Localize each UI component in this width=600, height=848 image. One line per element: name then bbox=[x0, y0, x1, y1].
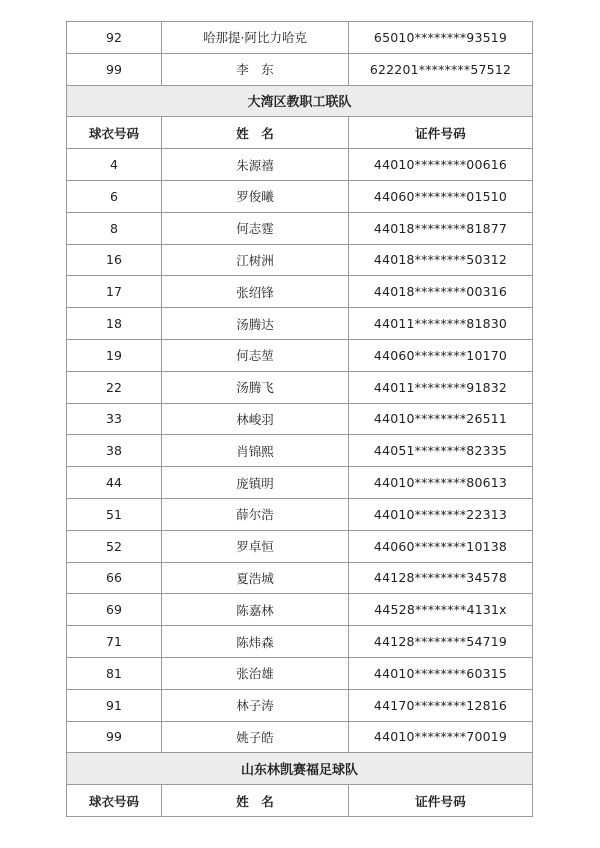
jersey-number-cell: 99 bbox=[67, 54, 162, 86]
table-row bbox=[67, 245, 533, 277]
header-player-name: 姓 名 bbox=[162, 785, 349, 817]
player-name-cell: 夏浩城 bbox=[162, 563, 349, 595]
id-number-cell: 44128********54719 bbox=[349, 626, 533, 658]
header-id-number: 证件号码 bbox=[349, 117, 533, 149]
id-number-cell: 622201********57512 bbox=[349, 54, 533, 86]
id-number-cell: 44018********00316 bbox=[349, 276, 533, 308]
jersey-number-cell: 33 bbox=[67, 404, 162, 436]
id-number-cell: 44528********4131x bbox=[349, 594, 533, 626]
team-title-row bbox=[67, 753, 533, 785]
player-name-cell: 何志堃 bbox=[162, 340, 349, 372]
jersey-number-cell: 38 bbox=[67, 435, 162, 467]
jersey-number-cell: 71 bbox=[67, 626, 162, 658]
table-row bbox=[67, 340, 533, 372]
player-name-cell: 陈炜森 bbox=[162, 626, 349, 658]
id-number-cell: 44018********81877 bbox=[349, 213, 533, 245]
jersey-number-cell: 16 bbox=[67, 245, 162, 277]
table-row bbox=[67, 404, 533, 436]
team-name: 山东林凯赛福足球队 bbox=[67, 753, 533, 785]
jersey-number-cell: 52 bbox=[67, 531, 162, 563]
table-row bbox=[67, 22, 533, 54]
jersey-number-cell: 92 bbox=[67, 22, 162, 54]
header-player-name: 姓 名 bbox=[162, 117, 349, 149]
roster-table bbox=[66, 21, 533, 817]
player-name-cell: 陈嘉林 bbox=[162, 594, 349, 626]
table-row bbox=[67, 658, 533, 690]
player-name-cell: 姚子皓 bbox=[162, 722, 349, 754]
table-row bbox=[67, 308, 533, 340]
player-name-cell: 何志霆 bbox=[162, 213, 349, 245]
player-name-cell: 罗卓恒 bbox=[162, 531, 349, 563]
jersey-number-cell: 18 bbox=[67, 308, 162, 340]
jersey-number-cell: 17 bbox=[67, 276, 162, 308]
jersey-number-cell: 99 bbox=[67, 722, 162, 754]
player-name-cell: 汤腾达 bbox=[162, 308, 349, 340]
column-header-row bbox=[67, 785, 533, 817]
player-name-cell: 汤腾飞 bbox=[162, 372, 349, 404]
table-row bbox=[67, 594, 533, 626]
player-name-cell: 肖锦熙 bbox=[162, 435, 349, 467]
jersey-number-cell: 81 bbox=[67, 658, 162, 690]
header-jersey-number: 球衣号码 bbox=[67, 117, 162, 149]
header-jersey-number: 球衣号码 bbox=[67, 785, 162, 817]
id-number-cell: 44060********01510 bbox=[349, 181, 533, 213]
header-id-number: 证件号码 bbox=[349, 785, 533, 817]
id-number-cell: 44060********10170 bbox=[349, 340, 533, 372]
jersey-number-cell: 66 bbox=[67, 563, 162, 595]
player-name-cell: 林峻羽 bbox=[162, 404, 349, 436]
table-row bbox=[67, 531, 533, 563]
team-name: 大湾区教职工联队 bbox=[67, 86, 533, 118]
jersey-number-cell: 6 bbox=[67, 181, 162, 213]
table-row bbox=[67, 213, 533, 245]
player-name-cell: 林子涛 bbox=[162, 690, 349, 722]
team-title-row bbox=[67, 86, 533, 118]
table-row bbox=[67, 690, 533, 722]
jersey-number-cell: 69 bbox=[67, 594, 162, 626]
table-row bbox=[67, 276, 533, 308]
jersey-number-cell: 8 bbox=[67, 213, 162, 245]
id-number-cell: 44128********34578 bbox=[349, 563, 533, 595]
player-name-cell: 江树洲 bbox=[162, 245, 349, 277]
player-name-cell: 薛尔浩 bbox=[162, 499, 349, 531]
player-name-cell: 庞镇明 bbox=[162, 467, 349, 499]
id-number-cell: 44010********60315 bbox=[349, 658, 533, 690]
id-number-cell: 44060********10138 bbox=[349, 531, 533, 563]
id-number-cell: 44051********82335 bbox=[349, 435, 533, 467]
table-row bbox=[67, 499, 533, 531]
table-row bbox=[67, 54, 533, 86]
player-name-cell: 朱源禧 bbox=[162, 149, 349, 181]
table-row bbox=[67, 181, 533, 213]
table-row bbox=[67, 149, 533, 181]
player-name-cell: 罗俊曦 bbox=[162, 181, 349, 213]
player-name-cell: 张绍锋 bbox=[162, 276, 349, 308]
jersey-number-cell: 91 bbox=[67, 690, 162, 722]
player-name-cell: 哈那提·阿比力哈克 bbox=[162, 22, 349, 54]
id-number-cell: 44011********81830 bbox=[349, 308, 533, 340]
id-number-cell: 44010********26511 bbox=[349, 404, 533, 436]
id-number-cell: 44010********70019 bbox=[349, 722, 533, 754]
table-row bbox=[67, 722, 533, 754]
table-row bbox=[67, 563, 533, 595]
id-number-cell: 44010********80613 bbox=[349, 467, 533, 499]
jersey-number-cell: 51 bbox=[67, 499, 162, 531]
column-header-row bbox=[67, 117, 533, 149]
table-row bbox=[67, 626, 533, 658]
table-row bbox=[67, 467, 533, 499]
jersey-number-cell: 19 bbox=[67, 340, 162, 372]
id-number-cell: 44170********12816 bbox=[349, 690, 533, 722]
id-number-cell: 44010********00616 bbox=[349, 149, 533, 181]
jersey-number-cell: 22 bbox=[67, 372, 162, 404]
id-number-cell: 44010********22313 bbox=[349, 499, 533, 531]
table-row bbox=[67, 435, 533, 467]
id-number-cell: 44011********91832 bbox=[349, 372, 533, 404]
id-number-cell: 65010********93519 bbox=[349, 22, 533, 54]
jersey-number-cell: 44 bbox=[67, 467, 162, 499]
player-name-cell: 李 东 bbox=[162, 54, 349, 86]
id-number-cell: 44018********50312 bbox=[349, 245, 533, 277]
table-row bbox=[67, 372, 533, 404]
jersey-number-cell: 4 bbox=[67, 149, 162, 181]
player-name-cell: 张治雄 bbox=[162, 658, 349, 690]
